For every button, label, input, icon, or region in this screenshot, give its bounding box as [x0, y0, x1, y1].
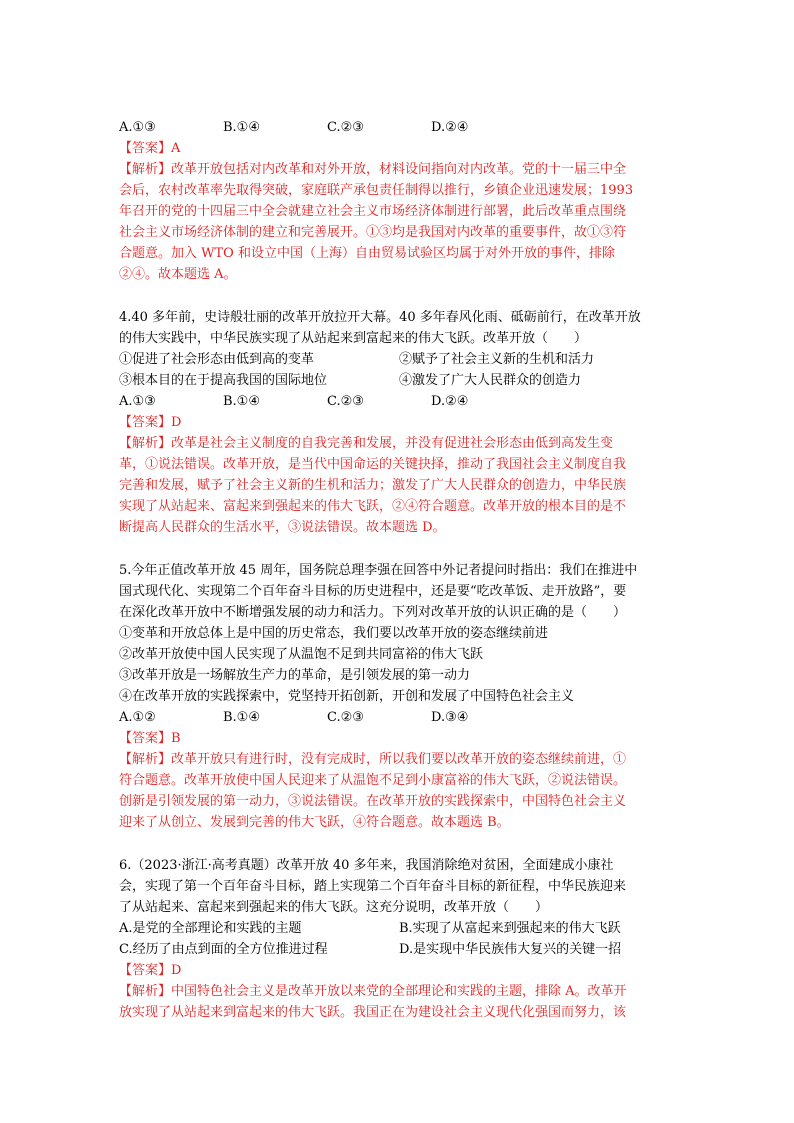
q6-analysis-line: 【解析】中国特色社会主义是改革开放以来党的全部理论和实践的主题，排除 A。改革开: [119, 984, 627, 999]
q4-analysis-line: 【解析】改革是社会主义制度的自我完善和发展，并没有促进社会形态由低到高发生变: [119, 436, 614, 451]
document-page: [119, 117, 679, 1023]
q5-stem: [119, 560, 679, 623]
q5-option-c: C.②③: [327, 710, 364, 725]
q3-option-b: B.①④: [223, 120, 260, 135]
q6-answer: 【答案】D: [119, 963, 182, 978]
q6-analysis-line: 放实现了从站起来到富起来的伟大飞跃。我国正在为建设社会主义现代化强国而努力，该: [119, 1005, 627, 1020]
q5-answer: 【答案】B: [119, 731, 181, 746]
q6-stem-line: 了从站起来、富起来到强起来的伟大飞跃。这充分说明，改革开放（ ）: [119, 900, 549, 915]
q4-item-3: ③根本目的在于提高我国的国际地位: [119, 373, 328, 388]
q6-option-a: A.是党的全部理论和实践的主题: [119, 921, 302, 936]
q5-item-2: ②改革开放使中国人民实现了从温饱不足到共同富裕的伟大飞跃: [119, 647, 484, 662]
q5-stem-line: 在深化改革开放中不断增强发展的动力和活力。下列对改革开放的认识正确的是（ ）: [119, 605, 627, 620]
q3-option-c: C.②③: [327, 120, 364, 135]
q3-analysis-line: 【解析】改革开放包括对内改革和对外开放，材料设问指向对内改革。党的十一届三中全: [119, 162, 627, 177]
q4-analysis-line: 实现了从站起来、富起来到强起来的伟大飞跃，②④符合题意。改革开放的根本目的是不: [119, 499, 627, 514]
q5-stem-line: 国式现代化、实现第二个百年奋斗目标的历史进程中，还是要“吃改革饭、走开放路”，要: [119, 584, 627, 599]
q6-analysis: [119, 981, 679, 1023]
q4-option-d: D.②④: [431, 394, 469, 409]
q4-stem-line: 的伟大实践中，中华民族实现了从站起来到富起来的伟大飞跃。改革开放（ ）: [119, 331, 588, 346]
q3-option-d: D.②④: [431, 120, 469, 135]
q3-analysis-line: 会后，农村改革率先取得突破，家庭联产承包责任制得以推行，乡镇企业迅速发展；1993: [119, 183, 634, 198]
q4-items-row: [119, 349, 679, 370]
q4-item-2: ②赋予了社会主义新的生机和活力: [399, 352, 595, 367]
q3-analysis-line: 合题意。加入 WTO 和设立中国（上海）自由贸易试验区均属于对外开放的事件，排除: [119, 246, 615, 261]
q4-option-c: C.②③: [327, 394, 364, 409]
q3-option-a: A.①③: [119, 120, 156, 135]
q5-options: [119, 707, 679, 728]
q3-answer: 【答案】A: [119, 141, 181, 156]
q4-items-row: [119, 370, 679, 391]
q4-analysis: [119, 433, 679, 538]
q4-analysis-line: 革，①说法错误。改革开放，是当代中国命运的关键抉择，推动了我国社会主义制度自我: [119, 457, 627, 472]
q6-stem-line: 会，实现了第一个百年奋斗目标，踏上实现第二个百年奋斗目标的新征程，中华民族迎来: [119, 879, 627, 894]
q5-item-1: ①变革和开放总体上是中国的历史常态，我们要以改革开放的姿态继续前进: [119, 626, 549, 641]
q4-stem-line: 4.40 多年前，史诗般壮丽的改革开放拉开大幕。40 多年春风化雨、砥砺前行，在改革开放: [119, 310, 641, 325]
q6-options-row: [119, 918, 679, 939]
q5-analysis-line: 符合题意。改革开放使中国人民迎来了从温饱不足到小康富裕的伟大飞跃，②说法错误。: [119, 773, 627, 788]
q5-item-4: ④在改革开放的实践探索中，党坚持开拓创新，开创和发展了中国特色社会主义: [119, 689, 575, 704]
q4-item-1: ①促进了社会形态由低到高的变革: [119, 352, 315, 367]
q4-stem: [119, 307, 679, 349]
q6-option-d: D.是实现中华民族伟大复兴的关键一招: [399, 942, 622, 957]
q5-option-a: A.①②: [119, 710, 156, 725]
q6-option-c: C.经历了由点到面的全方位推进过程: [119, 942, 328, 957]
q5-stem-line: 5.今年正值改革开放 45 周年，国务院总理李强在回答中外记者提问时指出：我们在推进中: [119, 563, 638, 578]
q4-option-a: A.①③: [119, 394, 156, 409]
q5-option-d: D.③④: [431, 710, 469, 725]
q6-stem-line: 6.（2023·浙江·高考真题）改革开放 40 多年来，我国消除绝对贫困，全面建成小康社: [119, 858, 614, 873]
q6-options-row: [119, 939, 679, 960]
q3-analysis-line: 社会主义市场经济体制的建立和完善展开。①③均是我国对内改革的重要事件，故①③符: [119, 225, 627, 240]
q5-analysis: [119, 749, 679, 833]
q5-analysis-line: 迎来了从创立、发展到完善的伟大飞跃，④符合题意。故本题选 B。: [119, 815, 510, 830]
q5-analysis-line: 【解析】改革开放只有进行时，没有完成时，所以我们要以改革开放的姿态继续前进，①: [119, 752, 627, 767]
q4-answer: 【答案】D: [119, 415, 182, 430]
q4-option-b: B.①④: [223, 394, 260, 409]
q4-analysis-line: 断提高人民群众的生活水平，③说法错误。故本题选 D。: [119, 520, 446, 535]
q6-stem: [119, 855, 679, 918]
q4-analysis-line: 完善和发展，赋予了社会主义新的生机和活力；激发了广大人民群众的创造力，中华民族: [119, 478, 627, 493]
q5-analysis-line: 创新是引领发展的第一动力，③说法错误。在改革开放的实践探索中，中国特色社会主义: [119, 794, 627, 809]
q3-analysis-line: 年召开的党的十四届三中全会就建立社会主义市场经济体制进行部署，此后改革重点围绕: [119, 204, 627, 219]
q5-option-b: B.①④: [223, 710, 260, 725]
q3-options: [119, 117, 679, 138]
q3-analysis: [119, 159, 679, 285]
q3-analysis-line: ②④。故本题选 A。: [119, 267, 237, 282]
q5-item-3: ③改革开放是一场解放生产力的革命，是引领发展的第一动力: [119, 668, 471, 683]
q4-item-4: ④激发了广大人民群众的创造力: [399, 373, 582, 388]
q6-option-b: B.实现了从富起来到强起来的伟大飞跃: [399, 921, 621, 936]
q4-options: [119, 391, 679, 412]
